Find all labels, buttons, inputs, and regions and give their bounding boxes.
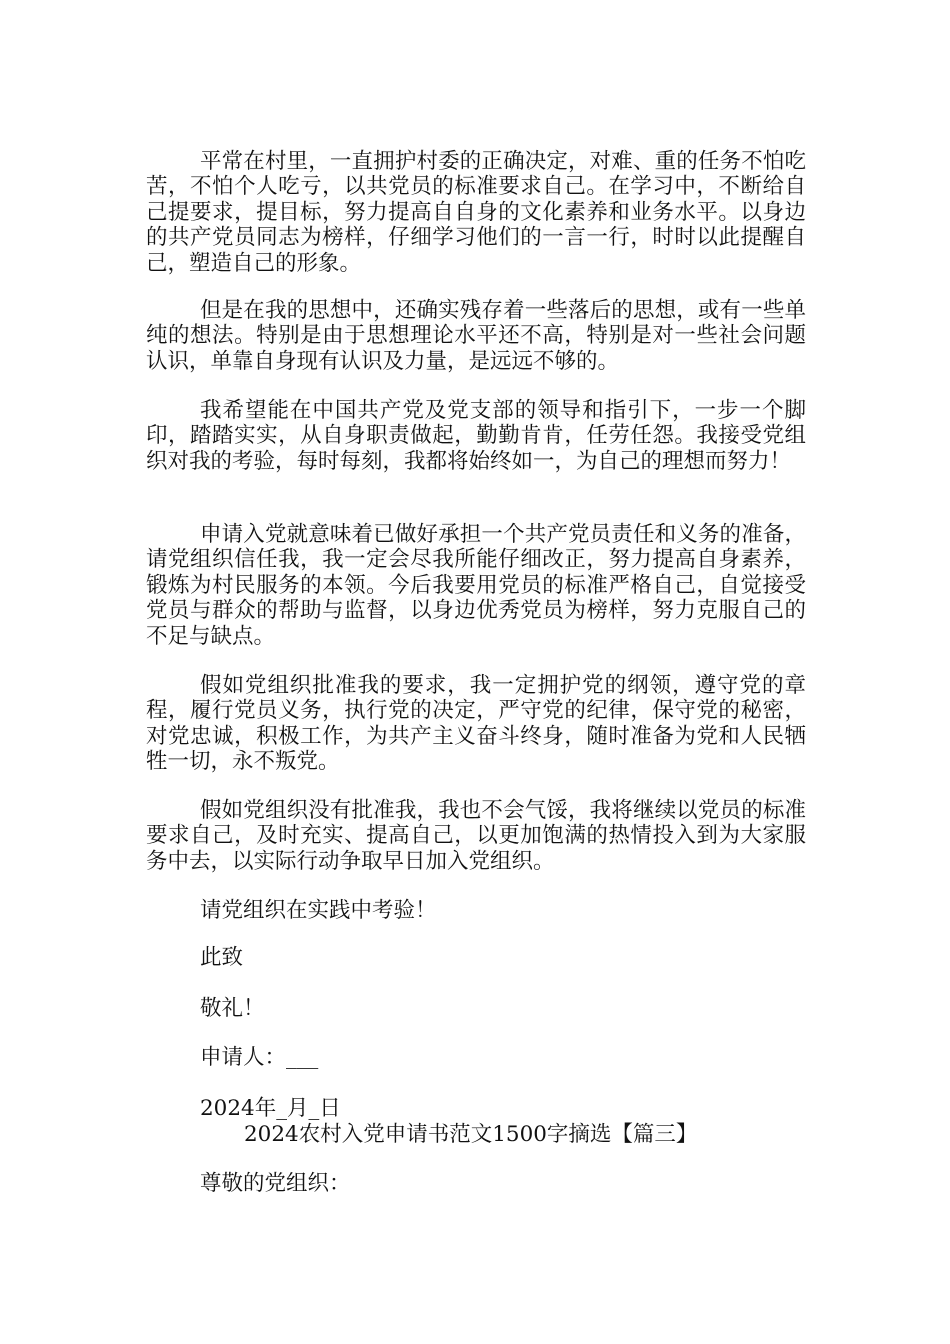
body-paragraph: 平常在村里，一直拥护村委的正确决定，对难、重的任务不怕吃苦，不怕个人吃亏，以共党员的标准要求自己。在学习中，不断给自己提要求，提目标，努力提高自自身的文化素养和业务水平。以身边的共产党员同志为榜样，仔细学习他们的一言一行，时时以此提醒自己，塑造自己的形象。 — [146, 149, 806, 276]
salutation: 此致 — [200, 945, 244, 970]
applicant-signature: 申请人：___ — [200, 1045, 319, 1070]
closing-request: 请党组织在实践中考验！ — [200, 898, 437, 923]
body-paragraph: 我希望能在中国共产党及党支部的领导和指引下，一步一个脚印，踏踏实实，从自身职责做起，勤勤肯肯，任劳任怨。我接受党组织对我的考验，每时每刻，我都将始终如一，为自己的理想而努力！ — [146, 398, 806, 474]
body-paragraph: 假如党组织没有批准我，我也不会气馁，我将继续以党员的标准要求自己，及时充实、提高自己，以更加饱满的热情投入到为大家服务中去，以实际行动争取早日加入党组织。 — [146, 798, 806, 874]
date-line: 2024年_月_日 — [200, 1096, 341, 1121]
regards: 敬礼！ — [200, 996, 265, 1021]
body-paragraph: 但是在我的思想中，还确实残存着一些落后的思想，或有一些单纯的想法。特别是由于思想理论水平还不高，特别是对一些社会问题认识，单靠自身现有认识及力量，是远远不够的。 — [146, 298, 806, 374]
greeting: 尊敬的党组织： — [200, 1171, 351, 1196]
section-title: 2024农村入党申请书范文1500字摘选【篇三】 — [244, 1122, 698, 1147]
body-paragraph: 申请入党就意味着已做好承担一个共产党员责任和义务的准备，请党组织信任我，我一定会尽我所能仔细改正，努力提高自身素养，锻炼为村民服务的本领。今后我要用党员的标准严格自己，自觉接受党员与群众的帮助与监督，以身边优秀党员为榜样，努力克服自己的不足与缺点。 — [146, 522, 806, 649]
body-paragraph: 假如党组织批准我的要求，我一定拥护党的纲领，遵守党的章程，履行党员义务，执行党的决定，严守党的纪律，保守党的秘密，对党忠诚，积极工作，为共产主义奋斗终身，随时准备为党和人民牺牲一切，永不叛党。 — [146, 673, 806, 775]
